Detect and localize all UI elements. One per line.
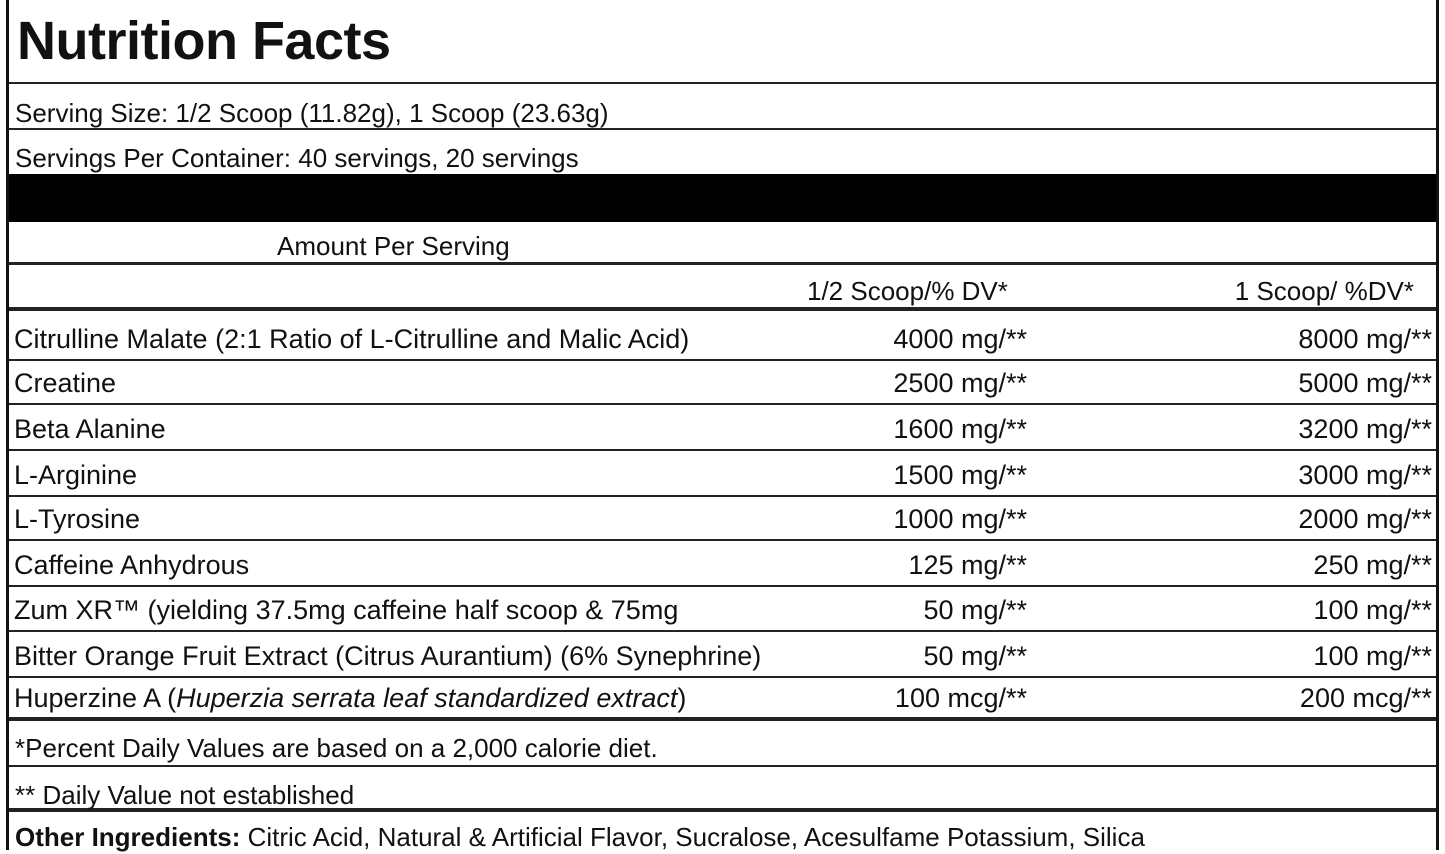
ingredient-name: Zum XR™ (yielding 37.5mg caffeine half scoop & 75mg (14, 595, 679, 625)
other-ingredients-label: Other Ingredients: (15, 822, 241, 852)
table-row (9, 541, 1436, 587)
table-row (9, 674, 1436, 721)
ingredient-full-amount: 5000 mg/** (1298, 368, 1432, 398)
servings-per-container-row (9, 131, 1436, 174)
other-ingredients (15, 822, 1145, 853)
table-row (9, 405, 1436, 451)
ingredient-half-amount: 1600 mg/** (893, 414, 1027, 444)
ingredient-name: Citrulline Malate (2:1 Ratio of L-Citrulline and Malic Acid) (14, 324, 690, 354)
ingredient-half-amount: 50 mg/** (923, 641, 1027, 671)
ingredient-name-suffix: ) (677, 683, 687, 713)
table-row (9, 315, 1436, 361)
page-title: Nutrition Facts (17, 11, 391, 71)
ingredient-name: L-Arginine (14, 460, 138, 490)
ingredient-half-amount: 100 mcg/** (894, 683, 1027, 713)
ingredient-name: L-Tyrosine (14, 504, 141, 534)
footnote-dv: *Percent Daily Values are based on a 2,000 calorie diet. (15, 733, 658, 763)
ingredient-name: Creatine (14, 368, 117, 398)
ingredient-full-amount: 100 mg/** (1313, 595, 1432, 625)
ingredient-full-amount: 3200 mg/** (1298, 414, 1432, 444)
ingredient-full-amount: 8000 mg/** (1298, 324, 1432, 354)
ingredient-full-amount: 3000 mg/** (1298, 460, 1432, 490)
table-row (9, 586, 1436, 632)
footnote-not-established: ** Daily Value not established (15, 780, 355, 810)
table-row (9, 495, 1436, 541)
ingredient-half-amount: 1500 mg/** (893, 460, 1027, 490)
footnote-not-established-row (9, 768, 1436, 812)
ingredient-name: Beta Alanine (14, 414, 166, 444)
ingredient-name: Caffeine Anhydrous (14, 550, 250, 580)
ingredient-half-amount: 2500 mg/** (893, 368, 1027, 398)
ingredient-name-prefix: Huperzine A ( (14, 683, 177, 713)
table-row (9, 451, 1436, 497)
column-header-row (9, 266, 1436, 311)
ingredient-half-amount: 125 mg/** (908, 550, 1027, 580)
nutrition-facts-panel (6, 0, 1439, 850)
title-row (9, 0, 1436, 84)
ingredient-full-amount: 100 mg/** (1313, 641, 1432, 671)
other-ingredients-text: Citric Acid, Natural & Artificial Flavor, Sucralose, Acesulfame Potassium, Silica (240, 822, 1145, 852)
column-header-full-scoop: 1 Scoop/ %DV* (1234, 276, 1414, 306)
other-ingredients-row (9, 814, 1436, 854)
serving-size-text: Serving Size: 1/2 Scoop (11.82g), 1 Scoop (23.63g) (15, 98, 609, 128)
thick-divider-bar (9, 174, 1436, 222)
servings-per-container-text: Servings Per Container: 40 servings, 20 servings (15, 143, 579, 173)
ingredient-full-amount: 2000 mg/** (1298, 504, 1432, 534)
footnote-dv-row (9, 721, 1436, 767)
amount-per-serving-label: Amount Per Serving (277, 231, 510, 261)
ingredient-half-amount: 1000 mg/** (893, 504, 1027, 534)
ingredient-half-amount: 4000 mg/** (893, 324, 1027, 354)
ingredient-full-amount: 200 mcg/** (1299, 683, 1432, 713)
table-row (9, 632, 1436, 678)
ingredient-name: Bitter Orange Fruit Extract (Citrus Aurantium) (6% Synephrine) (14, 641, 762, 671)
serving-size-row (9, 86, 1436, 130)
table-row (9, 359, 1436, 405)
ingredient-half-amount: 50 mg/** (923, 595, 1027, 625)
amount-per-serving-row (9, 222, 1436, 265)
column-header-half-scoop: 1/2 Scoop/% DV* (807, 276, 1008, 306)
ingredient-name (14, 683, 686, 714)
ingredient-name-italic: Huperzia serrata leaf standardized extract (176, 683, 678, 713)
ingredient-full-amount: 250 mg/** (1313, 550, 1432, 580)
